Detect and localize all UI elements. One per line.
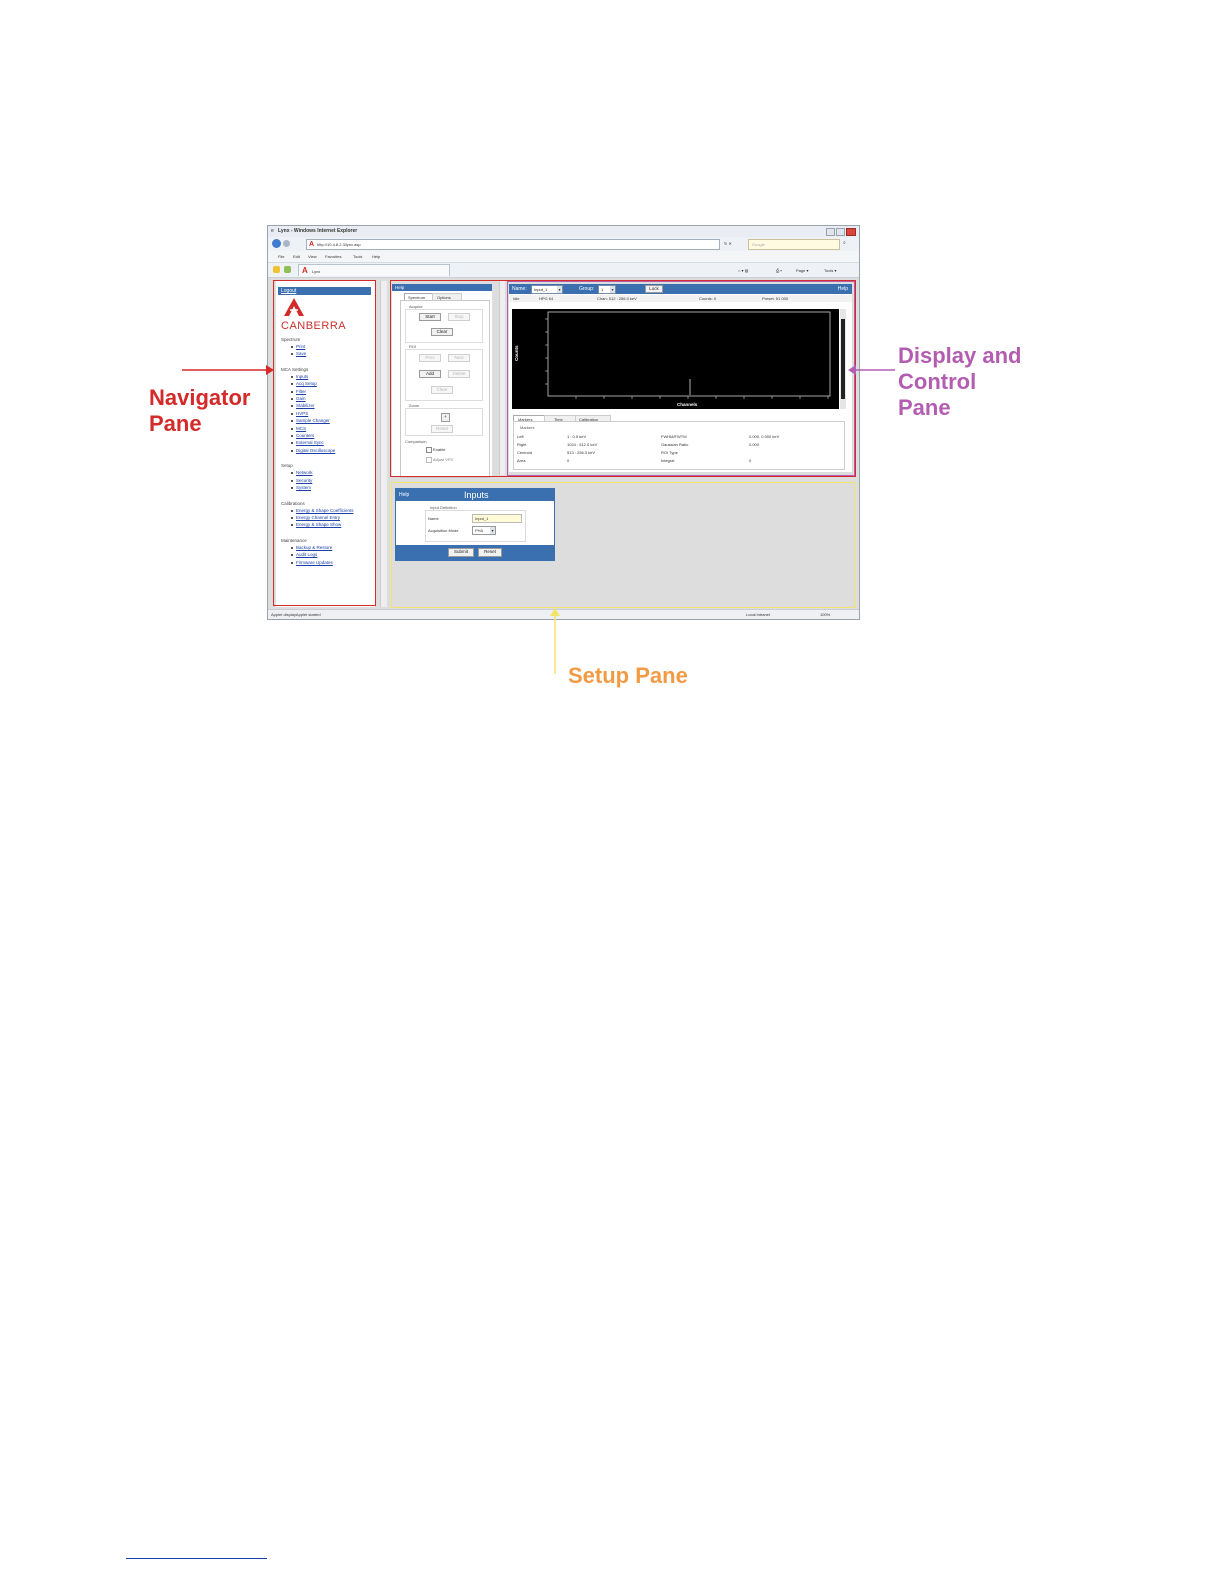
- row-gaussian-label: Gaussian Ratio: [661, 442, 689, 447]
- address-bar[interactable]: [306, 239, 720, 250]
- enable-label: Enable: [433, 447, 446, 452]
- zoom-reset-button[interactable]: Reset: [431, 425, 453, 433]
- acquisition-mode-value: PHA: [475, 528, 484, 533]
- nav-energy-channel-entry[interactable]: Energy Channel Entry: [296, 514, 375, 521]
- navigator-callout-line1: Navigator: [149, 385, 251, 410]
- row-integral-label: Integral: [661, 458, 675, 463]
- home-icon[interactable]: ⌂ ▾ ▤: [738, 268, 749, 273]
- refresh-icon[interactable]: ↻ ✕: [724, 241, 732, 246]
- navigator-pane-outline: [273, 280, 376, 606]
- display-callout-line2: Control: [898, 369, 977, 394]
- row-area-label: Area: [517, 458, 526, 463]
- minimize-button[interactable]: [826, 228, 835, 236]
- comparison-title: Comparison: [405, 439, 427, 444]
- roi-delete-button[interactable]: Delete: [448, 370, 470, 378]
- row-roi-type-label: ROI Type: [661, 450, 678, 455]
- nav-save[interactable]: Save: [296, 350, 375, 357]
- back-icon[interactable]: [272, 239, 281, 248]
- nav-security[interactable]: Security: [296, 477, 375, 484]
- markers-title: Markers: [520, 425, 535, 430]
- favorites-bar: [268, 263, 859, 278]
- close-button[interactable]: [846, 228, 856, 236]
- submit-button[interactable]: Submit: [448, 548, 474, 557]
- canberra-favicon: A: [309, 241, 315, 248]
- display-callout-line3: Pane: [898, 395, 951, 420]
- setup-pane-outline: [391, 482, 855, 608]
- nav-firmware-updates[interactable]: Firmware Updates: [296, 559, 375, 566]
- nav-inputs[interactable]: Inputs: [296, 373, 375, 380]
- nav-energy-shape-show[interactable]: Energy & Shape Show: [296, 521, 375, 528]
- tab-logo-icon: A: [302, 266, 308, 275]
- navigator-arrow: [180, 362, 275, 378]
- section-maintenance: Maintenance: [281, 537, 307, 543]
- display-callout: [898, 343, 1021, 421]
- maximize-button[interactable]: [836, 228, 845, 236]
- row-right-label: Right: [517, 442, 527, 447]
- row-gaussian-value: 0.000: [749, 442, 760, 447]
- setup-callout: Setup Pane: [568, 663, 688, 688]
- tab-calibration-label: Calibration: [579, 417, 599, 422]
- roi-clear-button[interactable]: Clear: [431, 386, 453, 394]
- print-icon[interactable]: ⎙ ▾: [776, 268, 782, 273]
- row-centroid-label: Centroid: [517, 450, 533, 455]
- status-device: HPG 64: [539, 296, 554, 301]
- add-favorite-icon[interactable]: [284, 266, 291, 273]
- footnote-rule: [126, 1558, 267, 1559]
- tab-markers-label: Markers: [518, 417, 533, 422]
- navigator-callout-line2: Pane: [149, 411, 202, 436]
- status-channel: Chan: 512 : 256.0 keV: [597, 296, 637, 301]
- logout-link[interactable]: Logout: [281, 288, 297, 294]
- setup-arrow: [549, 606, 561, 676]
- name-label: Name:: [512, 286, 527, 292]
- row-fwhm-value: 0.000, 0.000 keV: [749, 434, 780, 439]
- setup-help-link[interactable]: Help: [399, 492, 410, 498]
- nav-print[interactable]: Print: [296, 343, 375, 350]
- navigation-bar: [268, 237, 859, 251]
- menu-help[interactable]: Help: [372, 254, 381, 259]
- group-label: Group:: [579, 286, 595, 292]
- name-field-label: Name: [428, 516, 439, 521]
- row-left-label: Left: [517, 434, 524, 439]
- nav-backup-restore[interactable]: Backup & Restore: [296, 544, 375, 551]
- status-bar: [268, 609, 859, 619]
- chart-xlabel: Channels: [677, 402, 698, 407]
- row-area-value: 0: [567, 458, 570, 463]
- navigator-callout: [149, 385, 250, 437]
- menu-tools[interactable]: Tools: [353, 254, 363, 259]
- nav-sample-changer[interactable]: Sample Changer: [296, 417, 375, 424]
- status-preset: Preset: 51 000: [762, 296, 789, 301]
- nav-external-sync[interactable]: External Sync: [296, 439, 375, 446]
- roi-title: ROI: [409, 344, 417, 349]
- roi-prev-button[interactable]: Prev: [419, 354, 441, 362]
- start-button[interactable]: Start: [419, 313, 441, 321]
- tab-spectrum-label: Spectrum: [408, 295, 426, 300]
- inputs-title: Inputs: [464, 490, 489, 500]
- page-content: [268, 278, 859, 611]
- display-pane-outline-purple: [507, 281, 855, 476]
- ie-icon: e: [271, 228, 274, 234]
- brand-name: CANBERRA: [281, 320, 347, 332]
- browser-window: [267, 225, 860, 620]
- name-select-value: Input_1: [534, 287, 548, 292]
- nav-digital-oscilloscope[interactable]: Digital Oscilloscope: [296, 447, 375, 454]
- tools-menu[interactable]: Tools ▾: [824, 268, 837, 273]
- name-field-value: Input_1: [475, 516, 489, 521]
- favorites-star-icon[interactable]: [273, 266, 280, 273]
- address-text: http://10.4.8.2.3/lynx.asp: [317, 242, 361, 247]
- row-left-value: 1 : 0.5 keV: [567, 434, 587, 439]
- roi-next-button[interactable]: Next: [448, 354, 470, 362]
- menu-bar: [268, 251, 859, 263]
- search-icon[interactable]: ⌕: [843, 240, 846, 246]
- input-definition-title: Input Definition: [430, 505, 457, 510]
- lock-button[interactable]: Lock: [645, 285, 663, 293]
- chevron-down-icon: ▾: [611, 287, 614, 292]
- chevron-down-icon: ▾: [558, 287, 561, 292]
- nav-counters[interactable]: Counters: [296, 432, 375, 439]
- chevron-down-icon: ▾: [491, 528, 494, 533]
- nav-audit-logs[interactable]: Audit Logs: [296, 551, 375, 558]
- adjust-vfs-label: Adjust VFS: [433, 457, 454, 462]
- tab-options-label: Options: [437, 295, 451, 300]
- group-select-value: 1: [601, 287, 604, 292]
- section-calibrations: Calibrations: [281, 500, 305, 506]
- nav-filter[interactable]: Filter: [296, 388, 375, 395]
- search-placeholder: Google: [752, 242, 765, 247]
- zoom-in-button[interactable]: +: [441, 413, 450, 422]
- acquisition-mode-label: Acquisition Mode: [428, 528, 459, 533]
- zoom-title: Zoom: [409, 403, 420, 408]
- display-callout-line1: Display and: [898, 343, 1022, 368]
- page-menu[interactable]: Page ▾: [796, 268, 809, 273]
- forward-icon[interactable]: [283, 240, 290, 247]
- menu-favorites[interactable]: Favorites: [325, 254, 342, 259]
- row-right-value: 1024 : 512.0 keV: [567, 442, 598, 447]
- browser-tab[interactable]: [298, 264, 450, 276]
- nav-stabilizer[interactable]: Stabilizer: [296, 402, 375, 409]
- status-idle: Idle: [513, 296, 520, 301]
- nav-hvps[interactable]: HVPS: [296, 410, 375, 417]
- section-spectrum: Spectrum: [281, 337, 301, 342]
- section-setup: Setup: [281, 463, 293, 469]
- nav-system[interactable]: System: [296, 484, 375, 491]
- status-text: Applet displayApplet started: [271, 612, 321, 617]
- nav-energy-shape-coefficients[interactable]: Energy & Shape Coefficients: [296, 507, 375, 514]
- menu-edit[interactable]: Edit: [293, 254, 300, 259]
- nav-acq-setup[interactable]: Acq Setup: [296, 380, 375, 387]
- row-integral-value: 0: [749, 458, 752, 463]
- status-counts: Counts: 0: [699, 296, 717, 301]
- control-help-link[interactable]: Help: [395, 285, 405, 290]
- chart-ylabel: Counts: [514, 345, 519, 361]
- nav-gain[interactable]: Gain: [296, 395, 375, 402]
- nav-network[interactable]: Network: [296, 469, 375, 476]
- row-centroid-value: 513 : 256.3 keV: [567, 450, 596, 455]
- nav-mcs[interactable]: MCS: [296, 425, 375, 432]
- row-fwhm-label: FWHM/FWTM: [661, 434, 687, 439]
- tab-time-label: Time: [554, 417, 563, 422]
- reset-button[interactable]: Reset: [478, 548, 502, 557]
- window-title: Lynx - Windows Internet Explorer: [278, 228, 358, 234]
- roi-add-button[interactable]: Add: [419, 370, 441, 378]
- tab-label: Lynx: [312, 269, 321, 274]
- stop-button[interactable]: Stop: [448, 313, 470, 321]
- acquire-title: Acquire: [409, 304, 423, 309]
- section-mca-settings: MCA Settings: [281, 366, 309, 372]
- display-help-link[interactable]: Help: [837, 286, 848, 292]
- display-arrow: [847, 362, 897, 378]
- clear-button[interactable]: Clear: [431, 328, 453, 336]
- status-zone: Local intranet: [746, 612, 771, 617]
- navigator-scrollbar[interactable]: [380, 281, 387, 607]
- menu-file[interactable]: File: [278, 254, 285, 259]
- search-input[interactable]: [748, 239, 840, 250]
- menu-view[interactable]: View: [308, 254, 317, 259]
- zoom-level[interactable]: 100%: [820, 612, 831, 617]
